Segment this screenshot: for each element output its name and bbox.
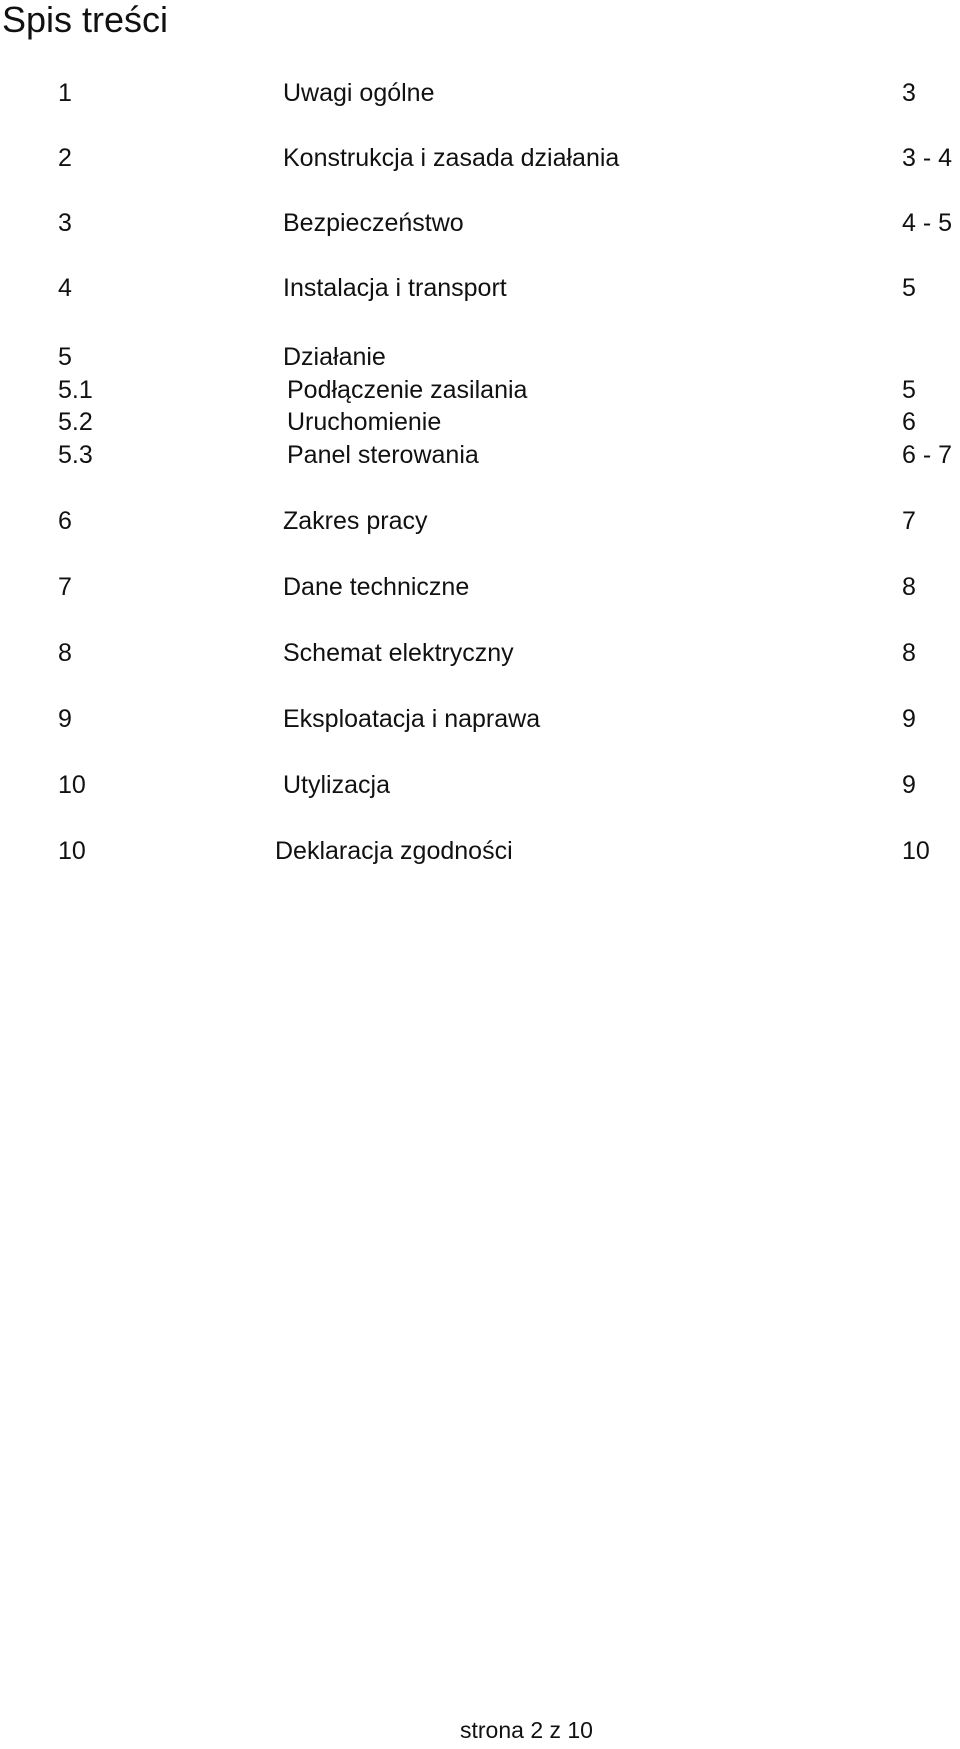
toc-number: 8 — [58, 639, 72, 667]
toc-number: 10 — [58, 771, 86, 799]
toc-page: 6 — [902, 408, 916, 436]
toc-page: 3 — [902, 79, 916, 107]
toc-row — [0, 572, 960, 602]
toc-title: Podłączenie zasilania — [287, 376, 528, 404]
toc-title: Bezpieczeństwo — [283, 209, 464, 237]
toc-number: 5.2 — [58, 408, 93, 436]
toc-number: 5.3 — [58, 441, 93, 469]
toc-page: 3 - 4 — [902, 144, 953, 172]
toc-row — [0, 143, 960, 173]
toc-page: 5 — [902, 376, 916, 404]
toc-number: 4 — [58, 274, 72, 302]
toc-number: 3 — [58, 209, 72, 237]
toc-number: 7 — [58, 573, 72, 601]
toc-row — [0, 208, 960, 238]
toc-page: 6 - 7 — [902, 441, 953, 469]
toc-title: Schemat elektryczny — [283, 639, 514, 667]
toc-number: 9 — [58, 705, 72, 733]
page-footer: strona 2 z 10 — [460, 1717, 593, 1743]
toc-title: Instalacja i transport — [283, 274, 507, 302]
toc-title: Panel sterowania — [287, 441, 479, 469]
toc-title: Uwagi ogólne — [283, 79, 435, 107]
toc-row — [0, 440, 960, 470]
toc-title: Uruchomienie — [287, 408, 442, 436]
toc-page: 5 — [902, 274, 916, 302]
toc-number: 6 — [58, 507, 72, 535]
toc-page: 4 - 5 — [902, 209, 953, 237]
toc-row — [0, 273, 960, 303]
toc-row — [0, 770, 960, 800]
toc-row — [0, 78, 960, 108]
toc-row — [0, 506, 960, 536]
toc-row — [0, 342, 960, 372]
toc-row — [0, 407, 960, 437]
toc-title: Utylizacja — [283, 771, 390, 799]
toc-number: 2 — [58, 144, 72, 172]
toc-title: Dane techniczne — [283, 573, 470, 601]
toc-row — [0, 375, 960, 405]
toc-page: 7 — [902, 507, 916, 535]
page-title: Spis treści — [2, 0, 169, 40]
toc-page: 10 — [902, 837, 930, 865]
toc-number: 10 — [58, 837, 86, 865]
toc-page: 8 — [902, 573, 916, 601]
toc-number: 5 — [58, 343, 72, 371]
toc-row — [0, 704, 960, 734]
toc-title: Deklaracja zgodności — [275, 837, 513, 865]
toc-title: Zakres pracy — [283, 507, 428, 535]
toc-title: Działanie — [283, 343, 386, 371]
toc-title: Eksploatacja i naprawa — [283, 705, 541, 733]
toc-page: 9 — [902, 705, 916, 733]
toc-row — [0, 638, 960, 668]
toc-page: 9 — [902, 771, 916, 799]
toc-number: 1 — [58, 79, 72, 107]
toc-number: 5.1 — [58, 376, 93, 404]
toc-page: 8 — [902, 639, 916, 667]
toc-title: Konstrukcja i zasada działania — [283, 144, 620, 172]
toc-row — [0, 836, 960, 866]
